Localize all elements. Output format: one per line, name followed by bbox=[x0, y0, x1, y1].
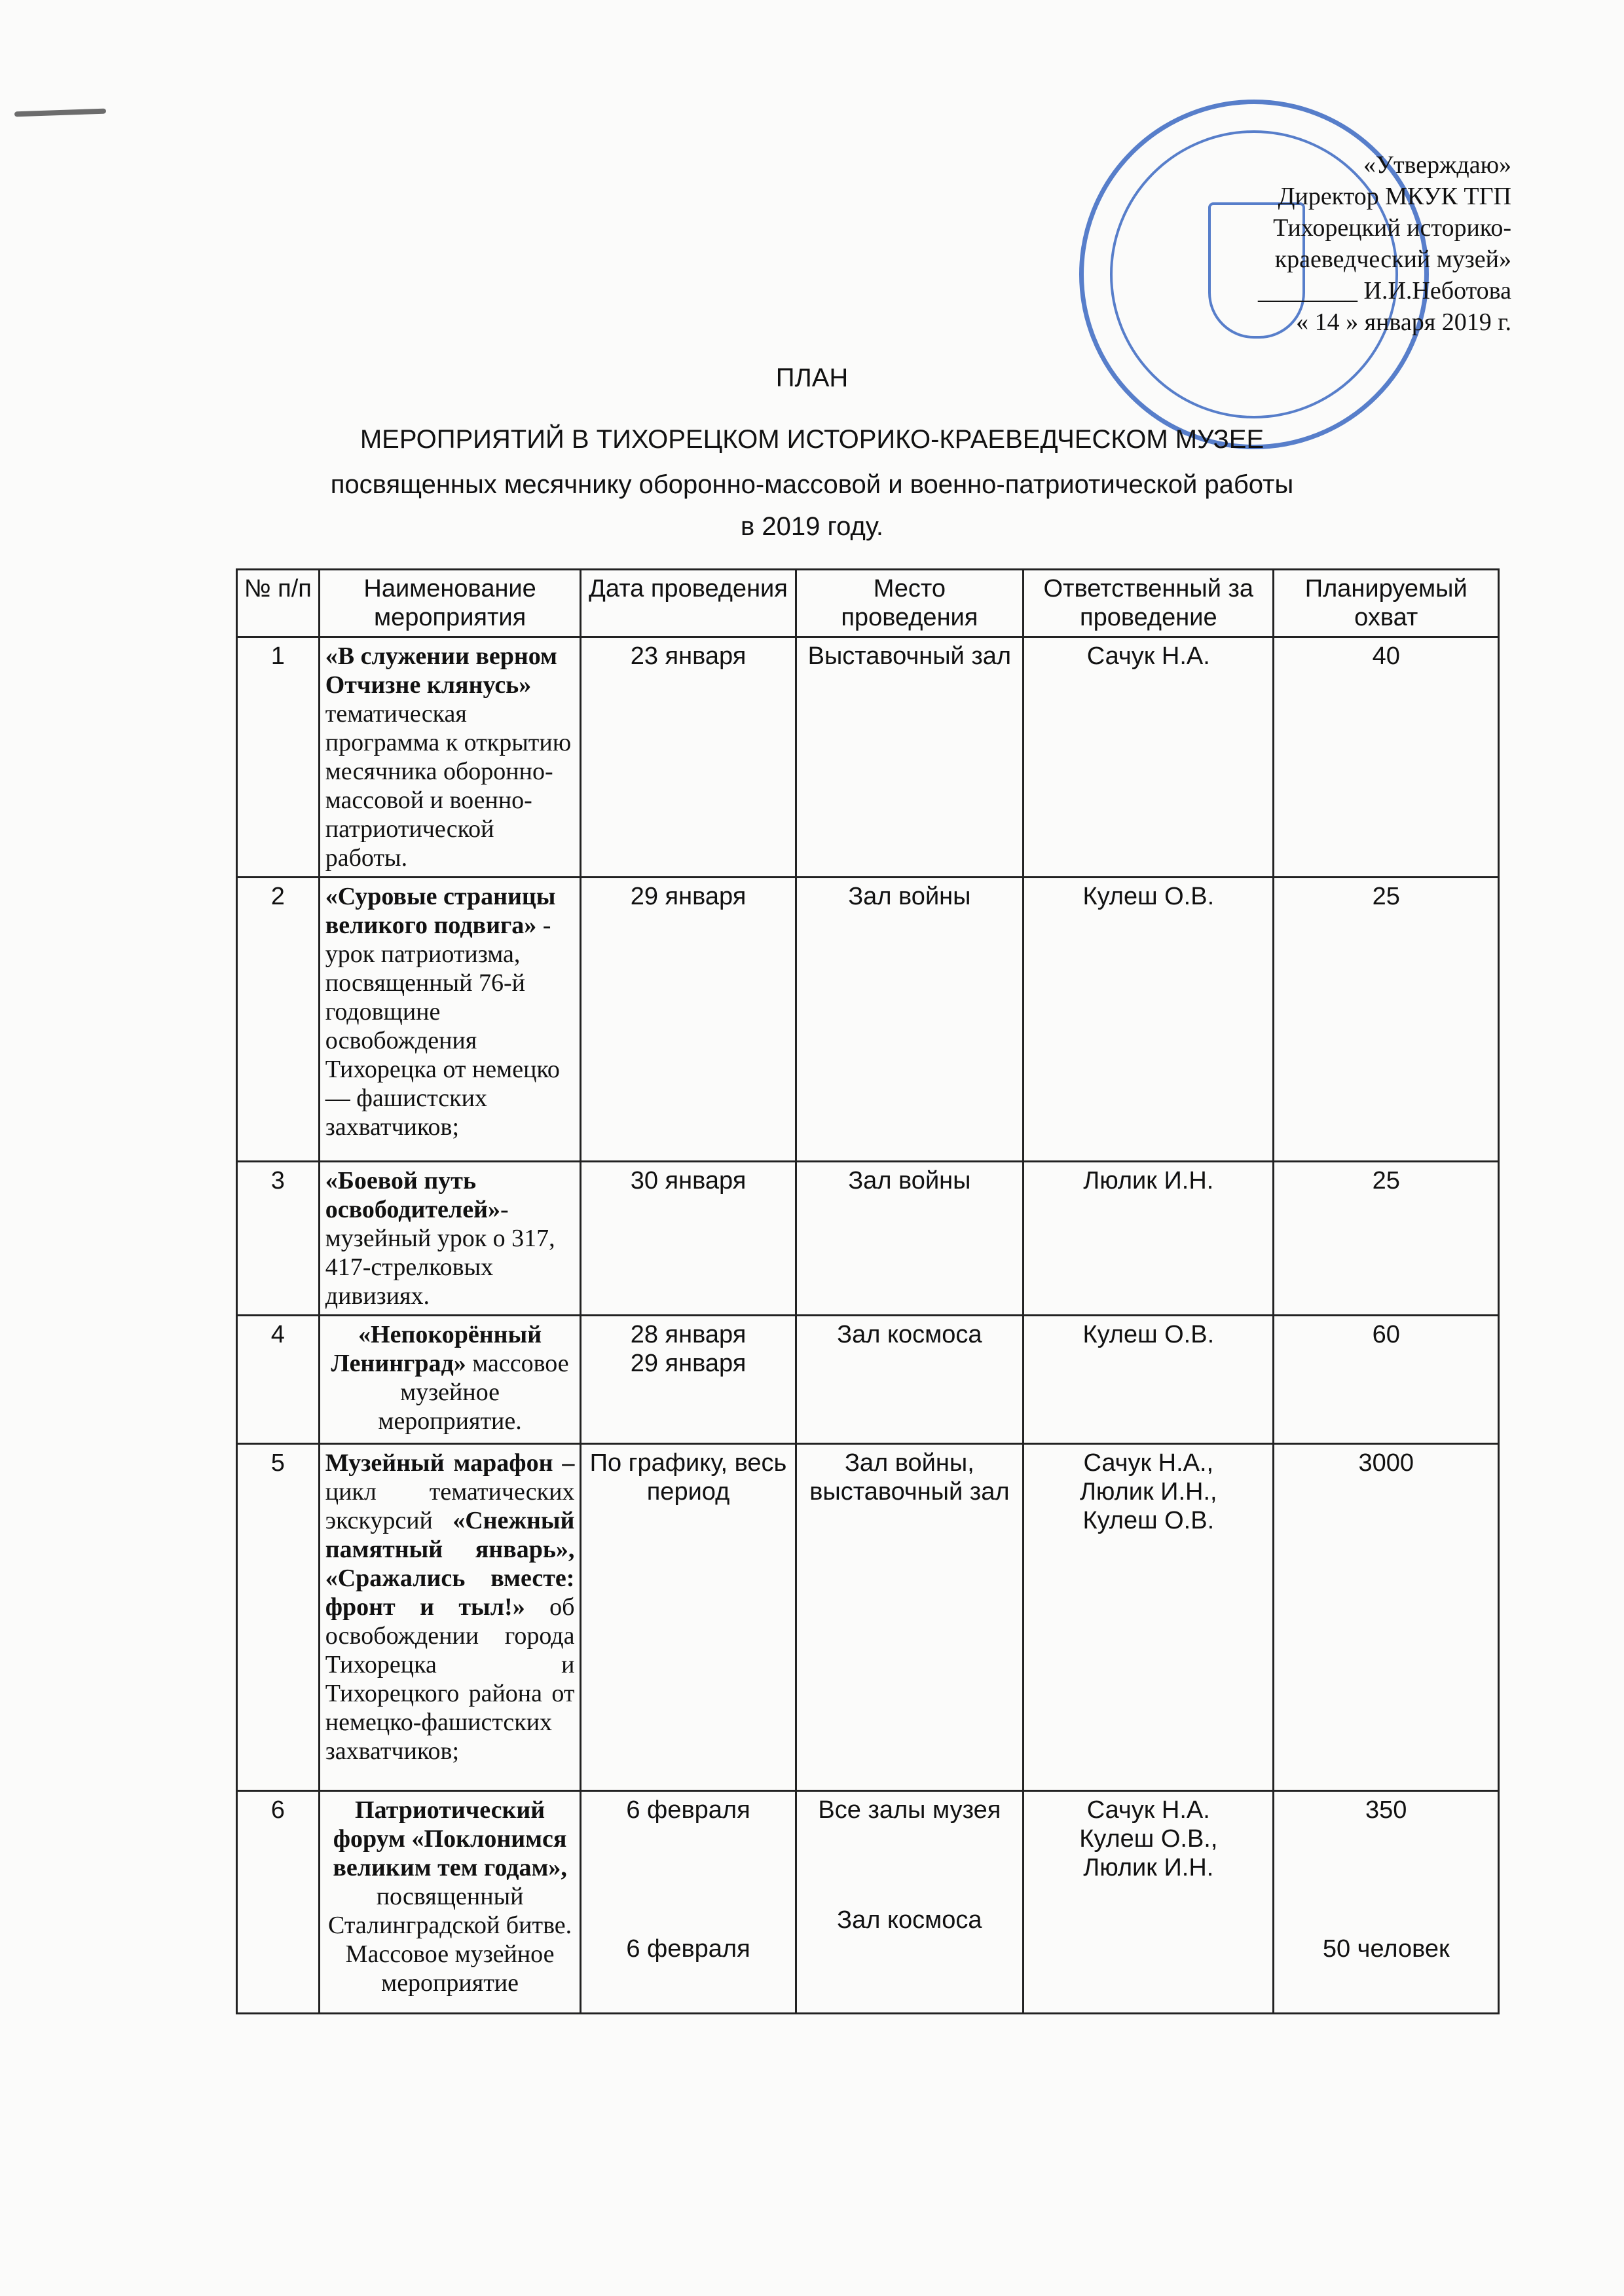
approval-line: Тихорецкий историко- bbox=[1273, 214, 1511, 242]
row-name bbox=[319, 878, 581, 1162]
row-coverage: 25 bbox=[1274, 1162, 1499, 1316]
row-date: 30 января bbox=[581, 1162, 796, 1316]
row-name bbox=[319, 1444, 581, 1791]
row-name-bold: Патриотический форум «Поклонимся великим тем годам», bbox=[333, 1796, 567, 1881]
row-name-text: тематическая программа к открытию месячника оборонно-массовой и военно-патриотической работы. bbox=[325, 700, 572, 872]
row-responsible-line: Сачук Н.А., bbox=[1083, 1449, 1214, 1477]
row-place-line: Все залы музея bbox=[818, 1796, 1001, 1824]
row-place: Зал войны bbox=[796, 878, 1024, 1162]
row-spacer bbox=[587, 1824, 789, 1935]
row-place bbox=[796, 1791, 1024, 2014]
row-place-line: Зал космоса bbox=[837, 1906, 982, 1934]
row-spacer bbox=[802, 1824, 1018, 1906]
row-coverage bbox=[1274, 1791, 1499, 2014]
header-date: Дата проведения bbox=[581, 570, 796, 637]
row-responsible-line: Люлик И.Н., bbox=[1079, 1478, 1217, 1506]
row-name bbox=[319, 1791, 581, 2014]
row-spacer bbox=[1280, 1824, 1492, 1935]
row-name-bold: «Боевой путь освободителей» bbox=[325, 1167, 500, 1223]
row-num: 4 bbox=[237, 1316, 320, 1444]
approval-line: краеведческий музей» bbox=[1274, 246, 1511, 273]
row-num: 6 bbox=[237, 1791, 320, 2014]
corner-pen-mark bbox=[14, 109, 106, 117]
row-date bbox=[581, 1316, 796, 1444]
row-responsible-line: Кулеш О.В. bbox=[1082, 1507, 1215, 1534]
row-coverage-line: 350 bbox=[1365, 1796, 1407, 1824]
header-place: Место проведения bbox=[796, 570, 1024, 637]
row-name-text: об освобождении города Тихорецка и Тихорецкого района от немецко-фашистских захватчиков; bbox=[325, 1593, 575, 1765]
row-coverage-line: 50 человек bbox=[1322, 1935, 1450, 1963]
table-header-row bbox=[237, 570, 1499, 637]
row-coverage: 25 bbox=[1274, 878, 1499, 1162]
table-row bbox=[237, 637, 1499, 878]
row-date-line: 6 февраля bbox=[626, 1935, 750, 1963]
row-responsible: Сачук Н.А. bbox=[1024, 637, 1274, 878]
row-name-bold: Музейный марафон – bbox=[325, 1449, 575, 1477]
row-date-line: 28 января bbox=[630, 1321, 747, 1348]
table-row bbox=[237, 1316, 1499, 1444]
table-row bbox=[237, 1791, 1499, 2014]
row-name-text: - урок патриотизма, посвященный 76-й годовщине освобождения Тихорецка от немецко — фашистских захватчиков; bbox=[325, 912, 560, 1141]
row-name-bold: «Непокорённый Ленинград» bbox=[331, 1321, 542, 1377]
row-name bbox=[319, 1316, 581, 1444]
row-date: По графику, весь период bbox=[581, 1444, 796, 1791]
row-name-bold: «В служении верном Отчизне клянусь» bbox=[325, 642, 557, 699]
document-subtitle: МЕРОПРИЯТИЙ В ТИХОРЕЦКОМ ИСТОРИКО-КРАЕВЕДЧЕСКОМ МУЗЕЕ bbox=[360, 425, 1264, 454]
row-responsible: Кулеш О.В. bbox=[1024, 878, 1274, 1162]
row-name-text: массовое музейное мероприятие. bbox=[378, 1350, 569, 1435]
row-responsible: Кулеш О.В. bbox=[1024, 1316, 1274, 1444]
events-table bbox=[236, 568, 1500, 2014]
row-num: 2 bbox=[237, 878, 320, 1162]
row-coverage: 40 bbox=[1274, 637, 1499, 878]
header-name: Наименование мероприятия bbox=[319, 570, 581, 637]
approval-line: Директор МКУК ТГП bbox=[1278, 183, 1511, 210]
document-subtitle-year: в 2019 году. bbox=[741, 512, 883, 541]
row-responsible-line: Кулеш О.В., bbox=[1079, 1825, 1218, 1853]
row-place: Зал космоса bbox=[796, 1316, 1024, 1444]
row-responsible bbox=[1024, 1444, 1274, 1791]
header-responsible: Ответственный за проведение bbox=[1024, 570, 1274, 637]
row-coverage: 60 bbox=[1274, 1316, 1499, 1444]
row-num: 5 bbox=[237, 1444, 320, 1791]
row-place: Зал войны, выставочный зал bbox=[796, 1444, 1024, 1791]
row-date-line: 29 января bbox=[630, 1350, 747, 1377]
row-num: 1 bbox=[237, 637, 320, 878]
row-name-text: - музейный урок о 317, 417-стрелковых дивизиях. bbox=[325, 1196, 555, 1310]
row-place: Зал войны bbox=[796, 1162, 1024, 1316]
document-title: ПЛАН bbox=[775, 363, 849, 392]
row-responsible-line: Сачук Н.А. bbox=[1086, 1796, 1210, 1824]
row-name-text: цикл тематических экскурсий bbox=[325, 1478, 575, 1534]
row-place: Выставочный зал bbox=[796, 637, 1024, 878]
table-row bbox=[237, 1444, 1499, 1791]
approval-signature-line: ________ И.И.Неботова bbox=[1258, 277, 1511, 305]
row-date: 29 января bbox=[581, 878, 796, 1162]
header-coverage: Планируемый охват bbox=[1274, 570, 1499, 637]
row-name-text: посвященный Сталинградской битве. Массовое музейное мероприятие bbox=[328, 1883, 572, 1997]
row-coverage: 3000 bbox=[1274, 1444, 1499, 1791]
approval-line: «Утверждаю» bbox=[1363, 151, 1511, 179]
row-name-bold: «Суровые страницы великого подвига» bbox=[325, 883, 556, 939]
row-num: 3 bbox=[237, 1162, 320, 1316]
row-responsible-line: Люлик И.Н. bbox=[1083, 1854, 1214, 1881]
document-subtitle-line: посвященных месячнику оборонно-массовой и военно-патриотической работы bbox=[330, 470, 1294, 499]
approval-block bbox=[1079, 149, 1511, 338]
row-name-bold: «Снежный памятный январь», «Сражались вместе: фронт и тыл!» bbox=[325, 1507, 575, 1621]
row-name bbox=[319, 637, 581, 878]
row-date-line: 6 февраля bbox=[626, 1796, 750, 1824]
row-name bbox=[319, 1162, 581, 1316]
table-row bbox=[237, 1162, 1499, 1316]
header-num: № п/п bbox=[237, 570, 320, 637]
row-responsible: Люлик И.Н. bbox=[1024, 1162, 1274, 1316]
row-responsible bbox=[1024, 1791, 1274, 2014]
table-row bbox=[237, 878, 1499, 1162]
approval-date: « 14 » января 2019 г. bbox=[1296, 308, 1511, 336]
row-date: 23 января bbox=[581, 637, 796, 878]
row-date bbox=[581, 1791, 796, 2014]
